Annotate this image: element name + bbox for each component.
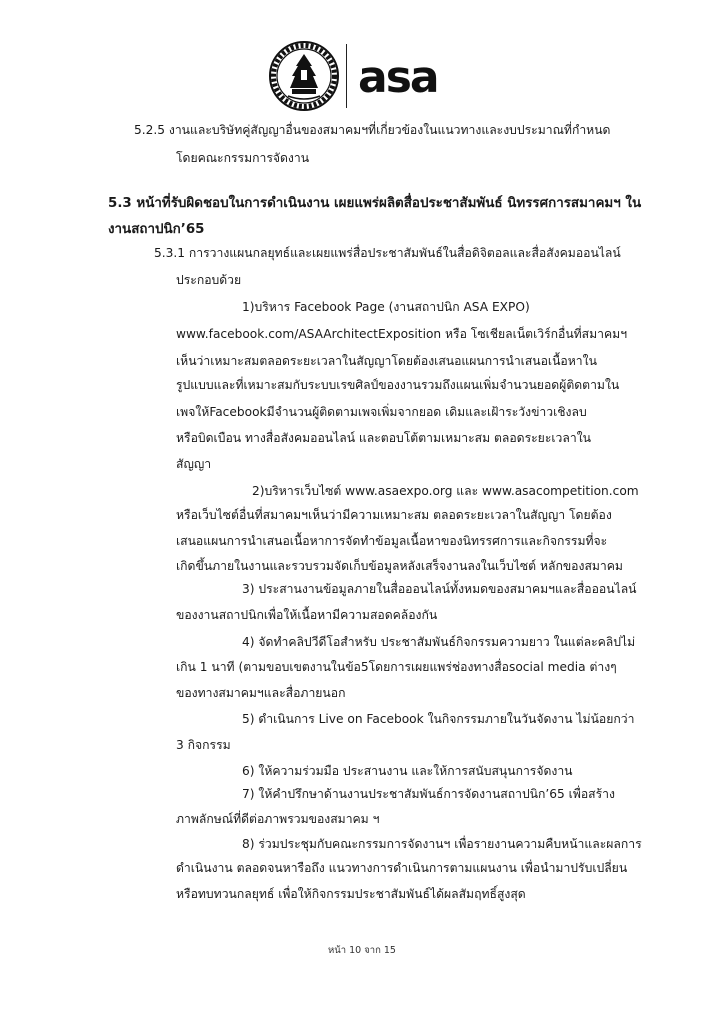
body-text-line: 3 กิจกรรม [176, 738, 231, 752]
body-text-line: 7) ให้คำปรึกษาด้านงานประชาสัมพันธ์การจัดงานสถาปนิก’65 เพื่อสร้าง [242, 787, 615, 801]
body-text-line: โดยคณะกรรมการจัดงาน [176, 151, 310, 165]
page-number: หน้า 10 จาก 15 [328, 945, 396, 956]
body-text-line: ของทางสมาคมฯและสื่อภายนอก [176, 686, 346, 700]
header-logos [268, 40, 468, 112]
body-text-line: 2)บริหารเว็บไซต์ www.asaexpo.org และ www.asacompetition.com [252, 484, 639, 498]
body-text-line: 5.3.1 การวางแผนกลยุทธ์และเผยแพร่สื่อประชาสัมพันธ์ในสื่อดิจิตอลและสื่อสังคมออนไลน์ [154, 246, 621, 260]
body-text-line: หรือบิดเบือน ทางสื่อสังคมออนไลน์ และตอบโต้ตามเหมาะสม ตลอดระยะเวลาใน [176, 431, 591, 445]
body-text-line: หรือเว็บไซต์อื่นที่สมาคมฯเห็นว่ามีความเหมาะสม ตลอดระยะเวลาในสัญญา โดยต้อง [176, 508, 612, 522]
header-divider [346, 44, 347, 108]
body-text-line: 5) ดำเนินการ Live on Facebook ในกิจกรรมภายในวันจัดงาน ไม่น้อยกว่า [242, 712, 635, 726]
body-text-line: เพจให้Facebookมีจำนวนผู้ติดตามเพจเพิ่มจากยอด เดิมและเฝ้าระวังข่าวเชิงลบ [176, 405, 587, 419]
section-heading-line: งานสถาปนิก’65 [108, 222, 205, 237]
body-text-line: ดำเนินงาน ตลอดจนหารือถึง แนวทางการดำเนินการตามแผนงาน เพื่อนำมาปรับเปลี่ยน [176, 861, 628, 875]
svg-text:asa: asa [358, 54, 438, 98]
body-text-line: รูปแบบและที่เหมาะสมกับระบบเรขศิลป์ของงานรวมถึงแผนเพิ่มจำนวนยอดผู้ติดตามใน [176, 378, 620, 392]
body-text-line: ประกอบด้วย [176, 273, 242, 287]
body-text-line: เกิน 1 นาที (ตามขอบเขตงานในข้อ5โดยการเผยแพร่ช่องทางสื่อsocial media ต่างๆ [176, 660, 617, 674]
body-text-line: www.facebook.com/ASAArchitectExposition หรือ โซเชียลเน็ตเวิร์กอื่นที่สมาคมฯ [176, 327, 628, 341]
body-text-line: ภาพลักษณ์ที่ดีต่อภาพรวมของสมาคม ฯ [176, 812, 380, 826]
section-heading-line: 5.3 หน้าที่รับผิดชอบในการดำเนินงาน เผยแพร่ผลิตสื่อประชาสัมพันธ์ นิทรรศการสมาคมฯ ใน [108, 196, 642, 211]
asa-brand-logo [358, 54, 468, 98]
body-text-line: เสนอแผนการนำเสนอเนื้อหาการจัดทำข้อมูลเนื้อหาของนิทรรศการและกิจกรรมที่จะ [176, 534, 608, 548]
association-seal-logo [268, 40, 340, 112]
body-text-line: สัญญา [176, 457, 212, 471]
body-text-line: 4) จัดทำคลิปวีดีโอสำหรับ ประชาสัมพันธ์กิจกรรมความยาว ในแต่ละคลิปไม่ [242, 635, 636, 649]
body-text-line: 1)บริหาร Facebook Page (งานสถาปนิก ASA EXPO) [242, 300, 530, 314]
body-text-line: 3) ประสานงานข้อมูลภายในสื่อออนไลน์ทั้งหมดของสมาคมฯและสื่อออนไลน์ [242, 582, 637, 596]
body-text-line: หรือทบทวนกลยุทธ์ เพื่อให้กิจกรรมประชาสัมพันธ์ได้ผลสัมฤทธิ์สูงสุด [176, 887, 526, 901]
body-text-line: 6) ให้ความร่วมมือ ประสานงาน และให้การสนับสนุนการจัดงาน [242, 764, 573, 778]
body-text-line: เกิดขึ้นภายในงานและรวบรวมจัดเก็บข้อมูลหลังเสร็จงานลงในเว็บไซต์ หลักของสมาคม [176, 559, 623, 573]
body-text-line: 8) ร่วมประชุมกับคณะกรรมการจัดงานฯ เพื่อรายงานความคืบหน้าและผลการ [242, 837, 642, 851]
body-text-line: เห็นว่าเหมาะสมตลอดระยะเวลาในสัญญาโดยต้องเสนอแผนการนำเสนอเนื้อหาใน [176, 354, 597, 368]
body-text-line: 5.2.5 งานและบริษัทคู่สัญญาอื่นของสมาคมฯที่เกี่ยวข้องในแนวทางและงบประมาณที่กำหนด [134, 123, 611, 137]
body-text-line: ของงานสถาปนิกเพื่อให้เนื้อหามีความสอดคล้องกัน [176, 608, 438, 622]
